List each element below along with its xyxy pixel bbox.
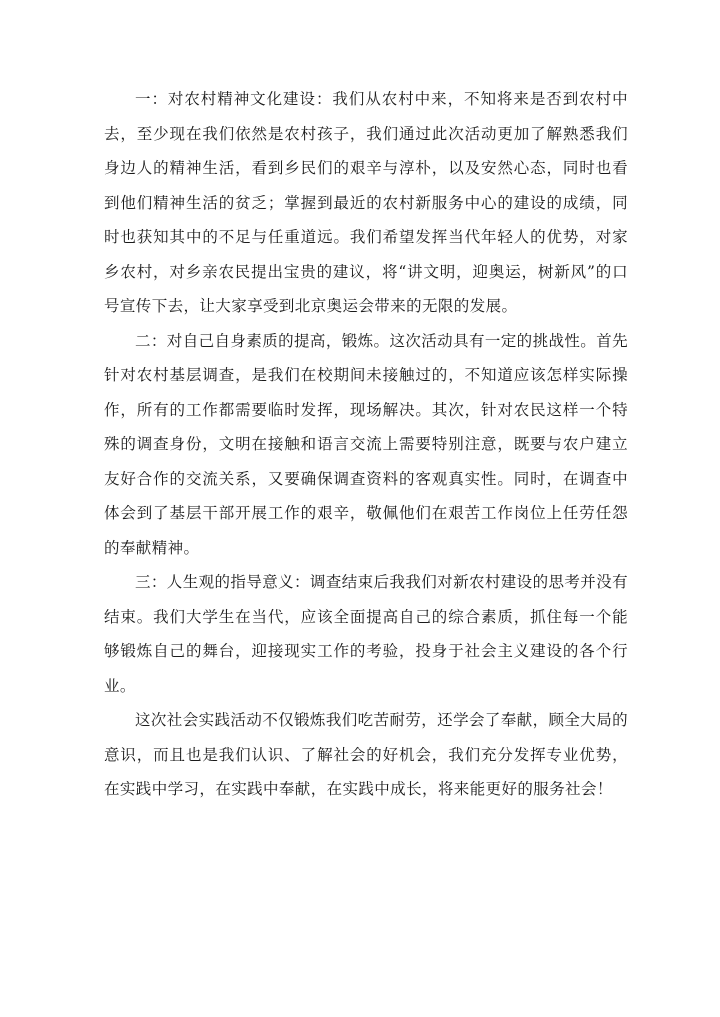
document-body xyxy=(104,82,628,807)
paragraph-self-improvement: 二：对自己自身素质的提高，锻炼。这次活动具有一定的挑战性。首先针对农村基层调查，是我们在校期间未接触过的，不知道应该怎样实际操作，所有的工作都需要临时发挥，现场解决。其次，针对农民这样一个特殊的调查身份，文明在接触和语言交流上需要特别注意，既要与农户建立友好合作的交流关系，又要确保调查资料的客观真实性。同时，在调查中体会到了基层干部开展工作的艰辛，敬佩他们在艰苦工作岗位上任劳任怨的奉献精神。 xyxy=(104,331,628,557)
paragraph-conclusion: 这次社会实践活动不仅锻炼我们吃苦耐劳，还学会了奉献，顾全大局的意识，而且也是我们认识、了解社会的好机会，我们充分发挥专业优势，在实践中学习，在实践中奉献，在实践中成长，将来能更好的服务社会！ xyxy=(104,711,628,798)
paragraph-rural-culture: 一：对农村精神文化建设：我们从农村中来，不知将来是否到农村中去，至少现在我们依然是农村孩子，我们通过此次活动更加了解熟悉我们身边人的精神生活，看到乡民们的艰辛与淳朴，以及安然心态，同时也看到他们精神生活的贫乏；掌握到最近的农村新服务中心的建设的成绩，同时也获知其中的不足与任重道远。我们希望发挥当代年轻人的优势，对家乡农村，对乡亲农民提出宝贵的建议，将“讲文明，迎奥运，树新风”的口号宣传下去，让大家享受到北京奥运会带来的无限的发展。 xyxy=(104,90,628,315)
paragraph-life-outlook: 三：人生观的指导意义：调查结束后我我们对新农村建设的思考并没有结束。我们大学生在当代，应该全面提高自己的综合素质，抓住每一个能够锻炼自己的舞台，迎接现实工作的考验，投身于社会主义建设的各个行业。 xyxy=(104,573,628,695)
